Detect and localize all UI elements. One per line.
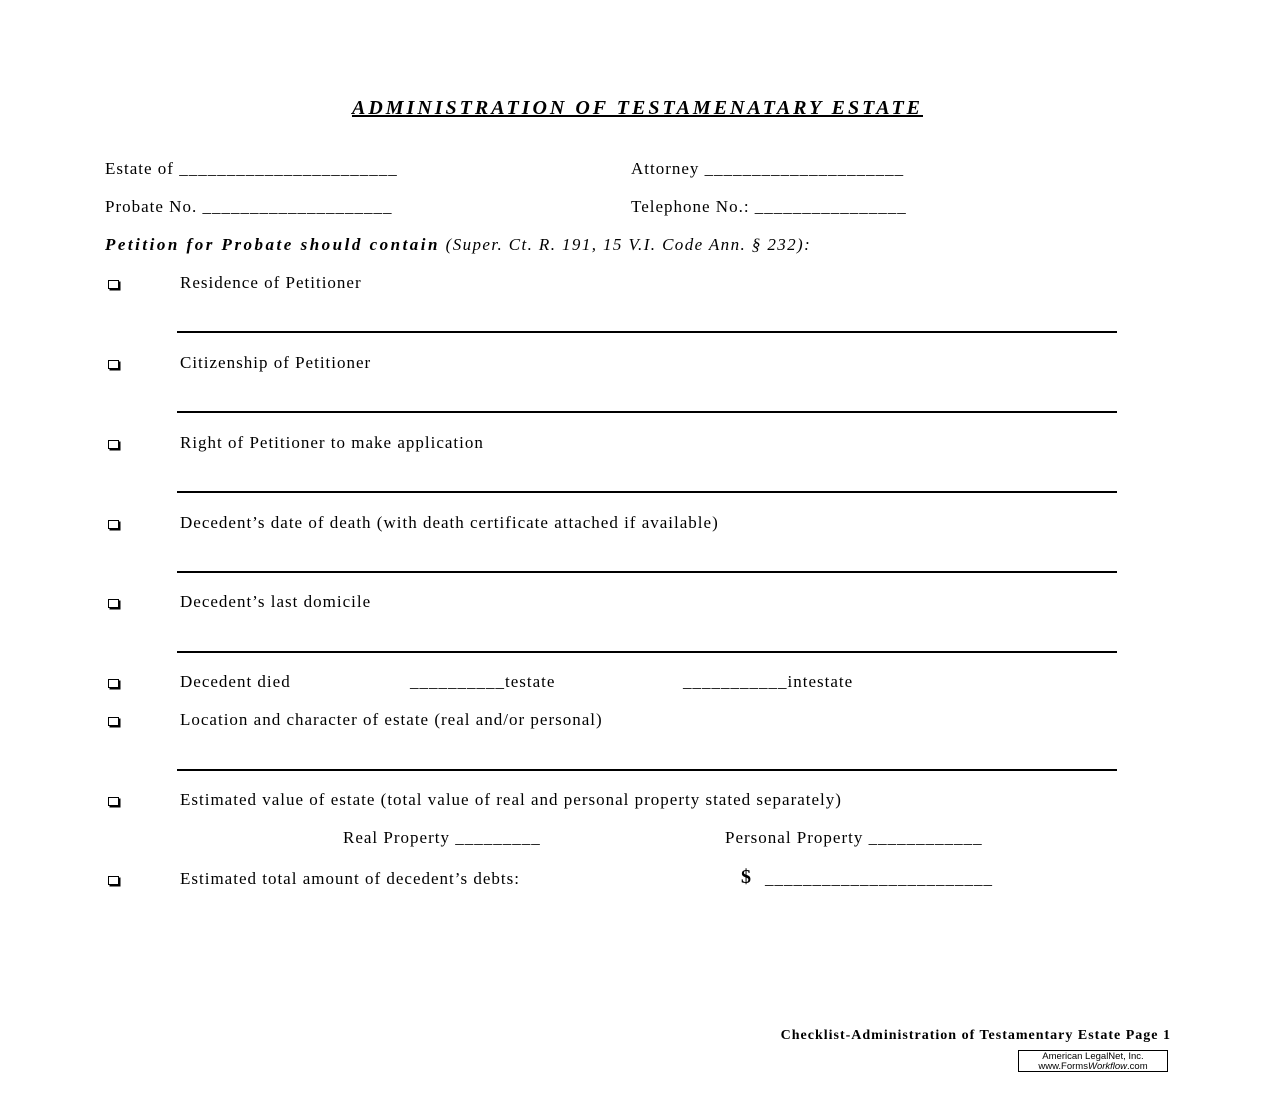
intestate-option[interactable]: ___________intestate [683,672,854,691]
checkbox-estimated-value[interactable] [108,797,119,806]
testate-option[interactable]: __________testate [410,672,556,691]
item-right-of-petitioner: Right of Petitioner to make application [180,433,484,452]
checkbox-location-character[interactable] [108,717,119,726]
page-footer: Checklist-Administration of Testamentary Estate Page 1 [780,1028,1171,1043]
item-citizenship: Citizenship of Petitioner [180,353,372,372]
badge-line1: American LegalNet, Inc. [1042,1051,1144,1062]
answer-line-residence [177,331,1117,333]
answer-line-citizenship [177,411,1117,413]
item-date-of-death: Decedent’s date of death (with death certificate attached if available) [180,513,719,532]
checkbox-citizenship[interactable] [108,360,119,369]
personal-property-field: Personal Property ____________ [725,828,983,847]
estate-of-field: Estate of _______________________ [105,159,398,178]
petition-heading [105,235,811,255]
item-debts: Estimated total amount of decedent’s debts: [180,869,520,888]
answer-line-right-of-petitioner [177,491,1117,493]
publisher-badge[interactable] [1018,1050,1168,1072]
item-estimated-value: Estimated value of estate (total value of real and personal property stated separately) [180,790,842,809]
answer-line-location-character [177,769,1117,771]
petition-heading-bold: Petition for Probate should contain [105,235,440,254]
item-residence: Residence of Petitioner [180,273,362,292]
attorney-field: Attorney _____________________ [631,159,905,178]
petition-citation: (Super. Ct. R. 191, 15 V.I. Code Ann. § 232): [439,235,812,254]
badge-line2: www.FormsWorkflow.com [1038,1061,1148,1072]
checkbox-date-of-death[interactable] [108,520,119,529]
item-decedent-died: Decedent died [180,672,291,691]
debts-amount-field: ________________________ [765,869,993,888]
checkbox-debts[interactable] [108,876,119,885]
item-location-character: Location and character of estate (real and/or personal) [180,710,603,729]
answer-line-date-of-death [177,571,1117,573]
item-last-domicile: Decedent’s last domicile [180,592,372,611]
answer-line-last-domicile [177,651,1117,653]
checkbox-decedent-died[interactable] [108,679,119,688]
document-title: ADMINISTRATION OF TESTAMENATARY ESTATE [351,97,923,119]
checkbox-last-domicile[interactable] [108,599,119,608]
probate-no-field: Probate No. ____________________ [105,197,393,216]
checkbox-right-of-petitioner[interactable] [108,440,119,449]
real-property-field: Real Property _________ [343,828,541,847]
checkbox-residence[interactable] [108,280,119,289]
telephone-field: Telephone No.: ________________ [631,197,907,216]
dollar-sign: $ [741,866,751,888]
